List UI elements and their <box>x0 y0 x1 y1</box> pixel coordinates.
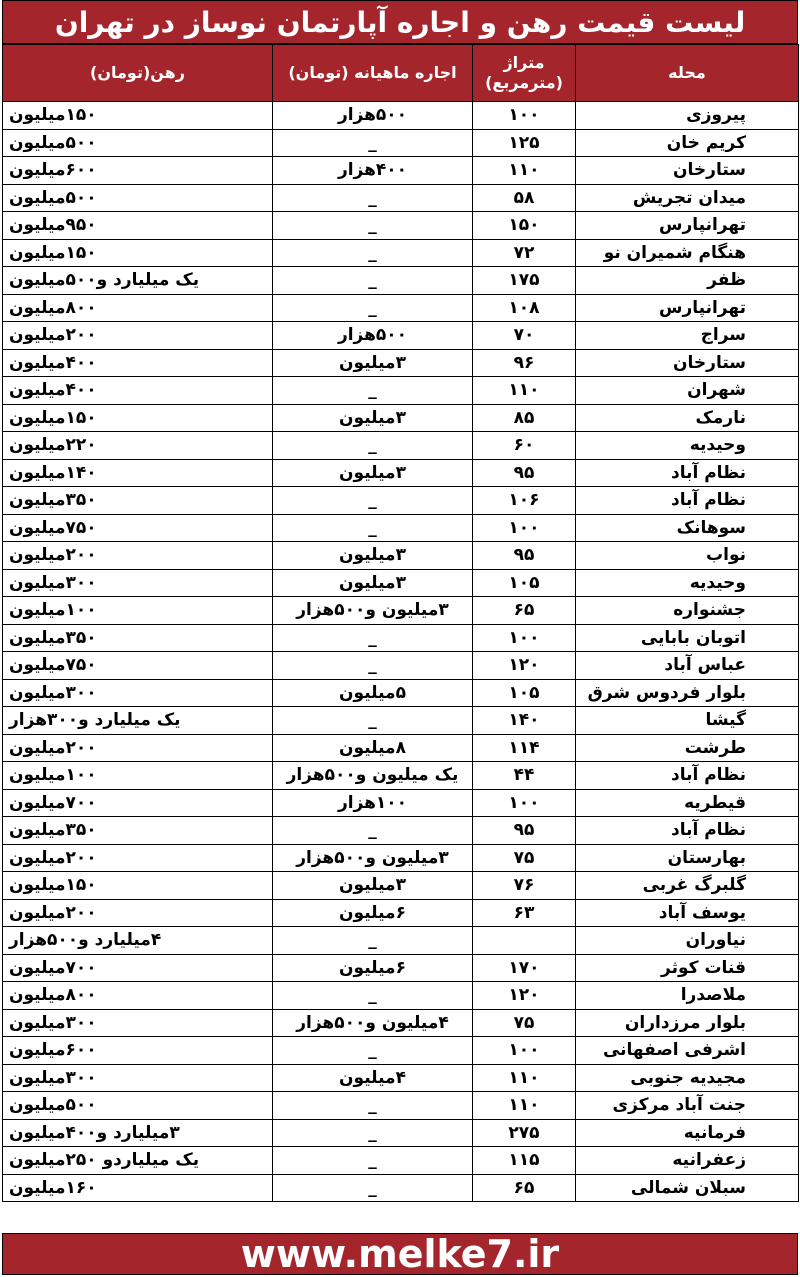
cell-rent: ۳میلیون <box>273 872 473 900</box>
cell-deposit: ۸۰۰میلیون <box>3 982 273 1010</box>
cell-deposit: ۲۰۰میلیون <box>3 542 273 570</box>
cell-deposit: ۱۵۰میلیون <box>3 404 273 432</box>
cell-deposit: ۳۰۰میلیون <box>3 569 273 597</box>
cell-rent: _ <box>273 817 473 845</box>
cell-deposit: یک میلیارد و۵۰۰میلیون <box>3 267 273 295</box>
cell-rent: _ <box>273 1174 473 1202</box>
header-rent: اجاره ماهیانه (تومان) <box>273 45 473 102</box>
cell-area: ۱۰۰ <box>473 102 576 130</box>
cell-deposit: یک میلیارد و۳۰۰هزار <box>3 707 273 735</box>
table-row <box>3 212 799 240</box>
cell-area: ۷۶ <box>473 872 576 900</box>
table-row <box>3 789 799 817</box>
cell-rent: _ <box>273 1037 473 1065</box>
cell-area: ۱۰۰ <box>473 514 576 542</box>
cell-neighborhood: قنات کوثر <box>576 954 799 982</box>
cell-area: ۱۴۰ <box>473 707 576 735</box>
cell-deposit: یک میلیاردو ۲۵۰میلیون <box>3 1147 273 1175</box>
cell-deposit: ۳۰۰میلیون <box>3 1064 273 1092</box>
table-row <box>3 954 799 982</box>
cell-deposit: ۳۵۰میلیون <box>3 624 273 652</box>
cell-deposit: ۳۰۰میلیون <box>3 1009 273 1037</box>
cell-deposit: ۲۰۰میلیون <box>3 844 273 872</box>
cell-deposit: ۳۵۰میلیون <box>3 487 273 515</box>
cell-area: ۹۵ <box>473 817 576 845</box>
cell-area: ۱۰۰ <box>473 1037 576 1065</box>
cell-deposit: ۲۰۰میلیون <box>3 734 273 762</box>
cell-deposit: ۸۰۰میلیون <box>3 294 273 322</box>
cell-deposit: ۴۰۰میلیون <box>3 349 273 377</box>
cell-rent: ۳میلیون و۵۰۰هزار <box>273 597 473 625</box>
table-row <box>3 1119 799 1147</box>
header-area-label: متراژ <box>503 53 545 72</box>
cell-rent: _ <box>273 184 473 212</box>
table-row <box>3 184 799 212</box>
cell-area: ۸۵ <box>473 404 576 432</box>
cell-neighborhood: ملاصدرا <box>576 982 799 1010</box>
cell-neighborhood: نواب <box>576 542 799 570</box>
table-row <box>3 267 799 295</box>
cell-neighborhood: پیروزی <box>576 102 799 130</box>
cell-neighborhood: گیشا <box>576 707 799 735</box>
cell-area: ۴۴ <box>473 762 576 790</box>
table-row <box>3 652 799 680</box>
cell-rent: _ <box>273 487 473 515</box>
cell-neighborhood: زعفرانیه <box>576 1147 799 1175</box>
table-row <box>3 734 799 762</box>
table-row <box>3 514 799 542</box>
cell-deposit: ۱۵۰میلیون <box>3 102 273 130</box>
cell-neighborhood: ستارخان <box>576 349 799 377</box>
cell-neighborhood: کریم خان <box>576 129 799 157</box>
cell-deposit: ۹۵۰میلیون <box>3 212 273 240</box>
cell-area: ۹۵ <box>473 542 576 570</box>
table-body <box>3 102 799 1202</box>
cell-deposit: ۶۰۰میلیون <box>3 157 273 185</box>
cell-neighborhood: نظام آباد <box>576 817 799 845</box>
cell-area: ۶۵ <box>473 597 576 625</box>
cell-area: ۱۷۰ <box>473 954 576 982</box>
cell-deposit: ۷۵۰میلیون <box>3 514 273 542</box>
table-row <box>3 844 799 872</box>
cell-rent: _ <box>273 707 473 735</box>
cell-area: ۶۵ <box>473 1174 576 1202</box>
cell-deposit: ۷۰۰میلیون <box>3 789 273 817</box>
cell-deposit: ۶۰۰میلیون <box>3 1037 273 1065</box>
table-row <box>3 1092 799 1120</box>
table-row <box>3 377 799 405</box>
table-row <box>3 1037 799 1065</box>
cell-neighborhood: بهارستان <box>576 844 799 872</box>
cell-area: ۶۰ <box>473 432 576 460</box>
cell-deposit: ۵۰۰میلیون <box>3 1092 273 1120</box>
cell-deposit: ۲۲۰میلیون <box>3 432 273 460</box>
cell-rent: ۳میلیون <box>273 404 473 432</box>
cell-neighborhood: میدان تجریش <box>576 184 799 212</box>
cell-area: ۱۲۰ <box>473 982 576 1010</box>
cell-neighborhood: فرمانیه <box>576 1119 799 1147</box>
cell-area: ۱۰۵ <box>473 569 576 597</box>
cell-deposit: ۵۰۰میلیون <box>3 129 273 157</box>
table-row <box>3 294 799 322</box>
cell-rent: _ <box>273 212 473 240</box>
cell-area: ۱۱۵ <box>473 1147 576 1175</box>
cell-area: ۷۰ <box>473 322 576 350</box>
table-row <box>3 872 799 900</box>
cell-area: ۱۰۸ <box>473 294 576 322</box>
header-deposit: رهن(تومان) <box>3 45 273 102</box>
table-row <box>3 982 799 1010</box>
cell-rent: _ <box>273 239 473 267</box>
cell-neighborhood: تهرانپارس <box>576 212 799 240</box>
table-row <box>3 899 799 927</box>
cell-deposit: ۴میلیارد و۵۰۰هزار <box>3 927 273 955</box>
cell-neighborhood: شهران <box>576 377 799 405</box>
cell-area: ۷۵ <box>473 1009 576 1037</box>
cell-deposit: ۲۰۰میلیون <box>3 322 273 350</box>
cell-area: ۱۷۵ <box>473 267 576 295</box>
cell-area: ۶۳ <box>473 899 576 927</box>
table-row <box>3 129 799 157</box>
cell-neighborhood: نظام آباد <box>576 487 799 515</box>
cell-rent: _ <box>273 1092 473 1120</box>
cell-neighborhood: تهرانپارس <box>576 294 799 322</box>
cell-area: ۹۶ <box>473 349 576 377</box>
table-row <box>3 322 799 350</box>
cell-rent: ۸میلیون <box>273 734 473 762</box>
table-row <box>3 569 799 597</box>
cell-rent: ۳میلیون <box>273 542 473 570</box>
cell-area: ۱۰۰ <box>473 789 576 817</box>
price-table <box>2 44 799 1202</box>
table-row <box>3 349 799 377</box>
cell-neighborhood: جنت آباد مرکزی <box>576 1092 799 1120</box>
cell-area: ۱۰۵ <box>473 679 576 707</box>
cell-neighborhood: اشرفی اصفهانی <box>576 1037 799 1065</box>
cell-rent: _ <box>273 377 473 405</box>
cell-rent: ۱۰۰هزار <box>273 789 473 817</box>
cell-area: ۱۲۰ <box>473 652 576 680</box>
cell-neighborhood: هنگام شمیران نو <box>576 239 799 267</box>
table-row <box>3 597 799 625</box>
cell-rent: _ <box>273 432 473 460</box>
table-row <box>3 1174 799 1202</box>
table-row <box>3 432 799 460</box>
table-row <box>3 542 799 570</box>
cell-deposit: ۳میلیارد و۴۰۰میلیون <box>3 1119 273 1147</box>
table-row <box>3 762 799 790</box>
cell-rent: ۴میلیون و۵۰۰هزار <box>273 1009 473 1037</box>
cell-area: ۱۱۰ <box>473 377 576 405</box>
table-row <box>3 157 799 185</box>
cell-deposit: ۱۶۰میلیون <box>3 1174 273 1202</box>
cell-deposit: ۱۰۰میلیون <box>3 762 273 790</box>
cell-area: ۷۲ <box>473 239 576 267</box>
table-row <box>3 459 799 487</box>
header-area-unit: (متر‌مربع) <box>485 73 563 92</box>
cell-area: ۱۱۰ <box>473 157 576 185</box>
cell-rent: _ <box>273 652 473 680</box>
cell-neighborhood: بلوار فردوس شرق <box>576 679 799 707</box>
cell-neighborhood: قیطریه <box>576 789 799 817</box>
cell-area: ۱۰۶ <box>473 487 576 515</box>
cell-rent: _ <box>273 624 473 652</box>
cell-area <box>473 927 576 955</box>
cell-neighborhood: نظام آباد <box>576 762 799 790</box>
cell-deposit: ۱۰۰میلیون <box>3 597 273 625</box>
cell-rent: ۵۰۰هزار <box>273 102 473 130</box>
cell-rent: _ <box>273 982 473 1010</box>
cell-deposit: ۴۰۰میلیون <box>3 377 273 405</box>
table-header-row <box>3 45 799 102</box>
cell-rent: ۶میلیون <box>273 954 473 982</box>
cell-area: ۷۵ <box>473 844 576 872</box>
cell-deposit: ۷۵۰میلیون <box>3 652 273 680</box>
cell-rent: _ <box>273 514 473 542</box>
table-row <box>3 1064 799 1092</box>
cell-neighborhood: نارمک <box>576 404 799 432</box>
cell-neighborhood: گلبرگ غربی <box>576 872 799 900</box>
cell-neighborhood: طرشت <box>576 734 799 762</box>
cell-area: ۱۱۴ <box>473 734 576 762</box>
cell-rent: _ <box>273 294 473 322</box>
cell-neighborhood: وحیدیه <box>576 432 799 460</box>
header-neighborhood: محله <box>576 45 799 102</box>
cell-deposit: ۵۰۰میلیون <box>3 184 273 212</box>
cell-rent: ۵میلیون <box>273 679 473 707</box>
cell-neighborhood: جشنواره <box>576 597 799 625</box>
cell-rent: _ <box>273 267 473 295</box>
table-row <box>3 679 799 707</box>
page-title: لیست قیمت رهن و اجاره آپارتمان نوساز در تهران <box>2 0 798 44</box>
table-row <box>3 102 799 130</box>
cell-rent: ۶میلیون <box>273 899 473 927</box>
cell-deposit: ۲۰۰میلیون <box>3 899 273 927</box>
cell-deposit: ۱۵۰میلیون <box>3 239 273 267</box>
cell-neighborhood: سراج <box>576 322 799 350</box>
cell-deposit: ۱۴۰میلیون <box>3 459 273 487</box>
website-footer: www.melke7.ir <box>2 1233 798 1275</box>
cell-neighborhood: ظفر <box>576 267 799 295</box>
cell-area: ۹۵ <box>473 459 576 487</box>
cell-area: ۱۲۵ <box>473 129 576 157</box>
table-row <box>3 817 799 845</box>
table-row <box>3 707 799 735</box>
cell-area: ۱۰۰ <box>473 624 576 652</box>
cell-rent: یک میلیون و۵۰۰هزار <box>273 762 473 790</box>
cell-deposit: ۷۰۰میلیون <box>3 954 273 982</box>
cell-area: ۵۸ <box>473 184 576 212</box>
cell-rent: ۳میلیون <box>273 569 473 597</box>
header-area <box>473 45 576 102</box>
cell-deposit: ۳۰۰میلیون <box>3 679 273 707</box>
cell-deposit: ۳۵۰میلیون <box>3 817 273 845</box>
cell-rent: _ <box>273 129 473 157</box>
table-row <box>3 927 799 955</box>
cell-neighborhood: سوهانک <box>576 514 799 542</box>
cell-deposit: ۱۵۰میلیون <box>3 872 273 900</box>
table-row <box>3 487 799 515</box>
cell-rent: ۵۰۰هزار <box>273 322 473 350</box>
table-row <box>3 404 799 432</box>
cell-area: ۱۱۰ <box>473 1092 576 1120</box>
cell-rent: _ <box>273 1147 473 1175</box>
table-row <box>3 1009 799 1037</box>
cell-neighborhood: مجیدیه جنوبی <box>576 1064 799 1092</box>
cell-rent: ۳میلیون و۵۰۰هزار <box>273 844 473 872</box>
table-row <box>3 239 799 267</box>
cell-neighborhood: اتوبان بابایی <box>576 624 799 652</box>
cell-area: ۲۷۵ <box>473 1119 576 1147</box>
cell-rent: _ <box>273 927 473 955</box>
cell-neighborhood: یوسف آباد <box>576 899 799 927</box>
cell-rent: _ <box>273 1119 473 1147</box>
cell-neighborhood: بلوار مرزداران <box>576 1009 799 1037</box>
cell-neighborhood: ستارخان <box>576 157 799 185</box>
cell-rent: ۳میلیون <box>273 459 473 487</box>
cell-rent: ۳میلیون <box>273 349 473 377</box>
cell-neighborhood: عباس آباد <box>576 652 799 680</box>
cell-rent: ۴۰۰هزار <box>273 157 473 185</box>
cell-neighborhood: وحیدیه <box>576 569 799 597</box>
cell-area: ۱۱۰ <box>473 1064 576 1092</box>
cell-rent: ۴میلیون <box>273 1064 473 1092</box>
table-row <box>3 1147 799 1175</box>
cell-area: ۱۵۰ <box>473 212 576 240</box>
table-row <box>3 624 799 652</box>
cell-neighborhood: نیاوران <box>576 927 799 955</box>
cell-neighborhood: سبلان شمالی <box>576 1174 799 1202</box>
cell-neighborhood: نظام آباد <box>576 459 799 487</box>
